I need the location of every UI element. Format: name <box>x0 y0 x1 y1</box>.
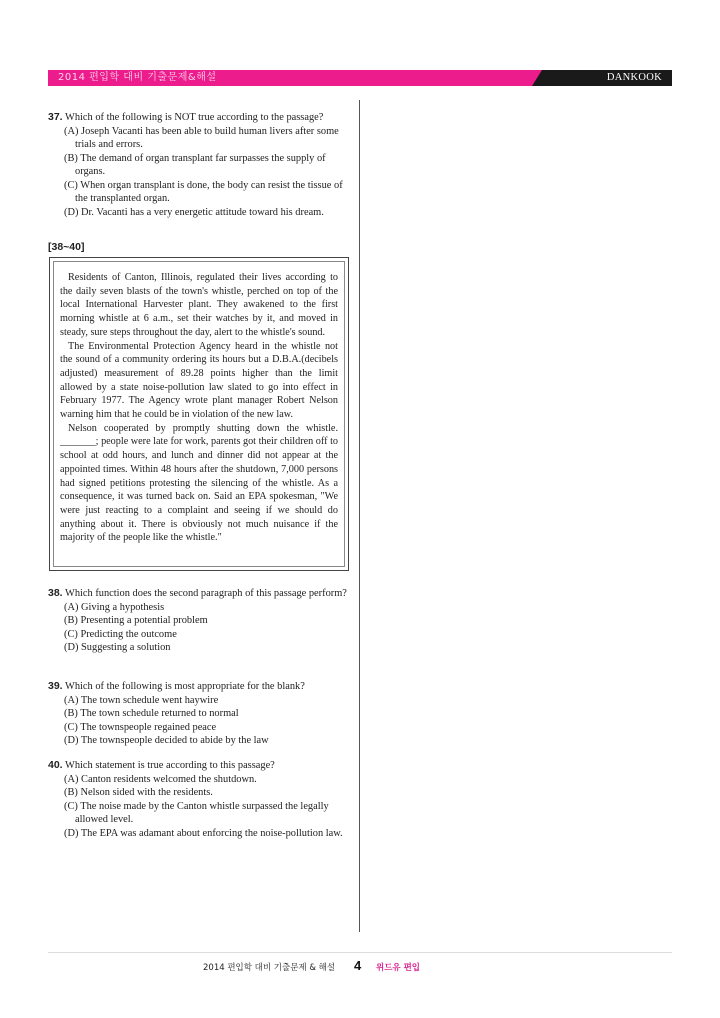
column-divider <box>359 100 360 932</box>
question-stem <box>48 111 348 125</box>
question-number: 37. <box>48 111 63 123</box>
footer-divider <box>48 952 672 953</box>
question-40 <box>48 759 348 840</box>
option-d: (D) Dr. Vacanti has a very energetic attitude toward his dream. <box>64 206 324 218</box>
option-d: (D) The EPA was adamant about enforcing the noise-pollution law. <box>64 827 343 839</box>
option-a: (A) The town schedule went haywire <box>64 694 219 706</box>
question-text: Which function does the second paragraph of this passage perform? <box>65 588 347 599</box>
question-text: Which of the following is most appropriate for the blank? <box>65 681 305 692</box>
option-d: (D) The townspeople decided to abide by the law <box>64 735 269 746</box>
footer-title: 2014 편입학 대비 기출문제 & 해설 <box>203 963 336 973</box>
question-37 <box>48 111 348 219</box>
option-a: (A) Giving a hypothesis <box>64 601 165 613</box>
option-a: (A) Joseph Vacanti has been able to build human livers after some trials and errors. <box>64 125 339 150</box>
page-number: 4 <box>354 958 362 973</box>
option-c: (C) The noise made by the Canton whistle surpassed the legally allowed level. <box>64 800 329 825</box>
page-footer <box>0 960 720 974</box>
option-d: (D) Suggesting a solution <box>64 642 171 653</box>
option-b: (B) Nelson sided with the residents. <box>64 787 213 798</box>
header-university: DANKOOK UNIVERSITY <box>542 70 672 86</box>
footer-brand: 위드유 편입 <box>376 963 421 973</box>
option-a: (A) Canton residents welcomed the shutdown. <box>64 773 257 785</box>
passage-paragraph: Residents of Canton, Illinois, regulated their lives according to the daily seven blasts of the town's whistle, perched on top of the local International Harvester plant. They awakened to the first morning whistle at 6 a.m., set their watches by it, and moved in steady, sure steps throughout the day, alert to the whistle's sound. <box>60 272 338 338</box>
option-b: (B) The demand of organ transplant far surpasses the supply of organs. <box>64 152 326 177</box>
option-c: (C) Predicting the outcome <box>64 628 177 640</box>
option-b: (B) The town schedule returned to normal <box>64 708 239 719</box>
option-c: (C) The townspeople regained peace <box>64 721 217 733</box>
question-39 <box>48 680 348 748</box>
passage-body <box>53 261 345 567</box>
section-label: [38~40] <box>48 241 85 253</box>
option-b: (B) Presenting a potential problem <box>64 615 208 626</box>
question-text: Which of the following is NOT true according to the passage? <box>65 112 324 123</box>
question-number: 39. <box>48 680 63 692</box>
question-number: 40. <box>48 759 63 771</box>
question-stem <box>48 587 348 601</box>
question-stem <box>48 680 348 694</box>
page-header <box>48 70 672 99</box>
question-text: Which statement is true according to this passage? <box>65 760 275 771</box>
question-stem <box>48 759 348 773</box>
passage-paragraph: Nelson cooperated by promptly shutting down the whistle. _______; people were late for work, parents got their children off to school at odd hours, and lunch and dinner did not appear at the appointed times. Within 48 hours after the shutdown, 7,000 persons had signed petitions protesting the silencing of the whistle. As a consequence, it was turned back on. Said an EPA spokesman, "We were just reacting to a complaint and seeing if we should do anything about it. There is obviously not much nuisance if the majority of the people like the whistle." <box>60 422 338 544</box>
header-title: 2014 편입학 대비 기출문제&해설 <box>48 70 534 86</box>
option-c: (C) When organ transplant is done, the body can resist the tissue of the transplanted organ. <box>64 179 343 204</box>
reading-passage <box>49 257 349 571</box>
question-38 <box>48 587 348 655</box>
question-number: 38. <box>48 587 63 599</box>
passage-paragraph: The Environmental Protection Agency heard in the whistle not the sound of a community ordering its hours but a D.B.A.(decibels adjusted) measurement of 89.28 points higher than the limit allowed by a state noise-pollution law slated to go into effect in February 1977. The Agency wrote plant manager Robert Nelson warning him that he could be in violation of the new law. <box>60 340 338 421</box>
